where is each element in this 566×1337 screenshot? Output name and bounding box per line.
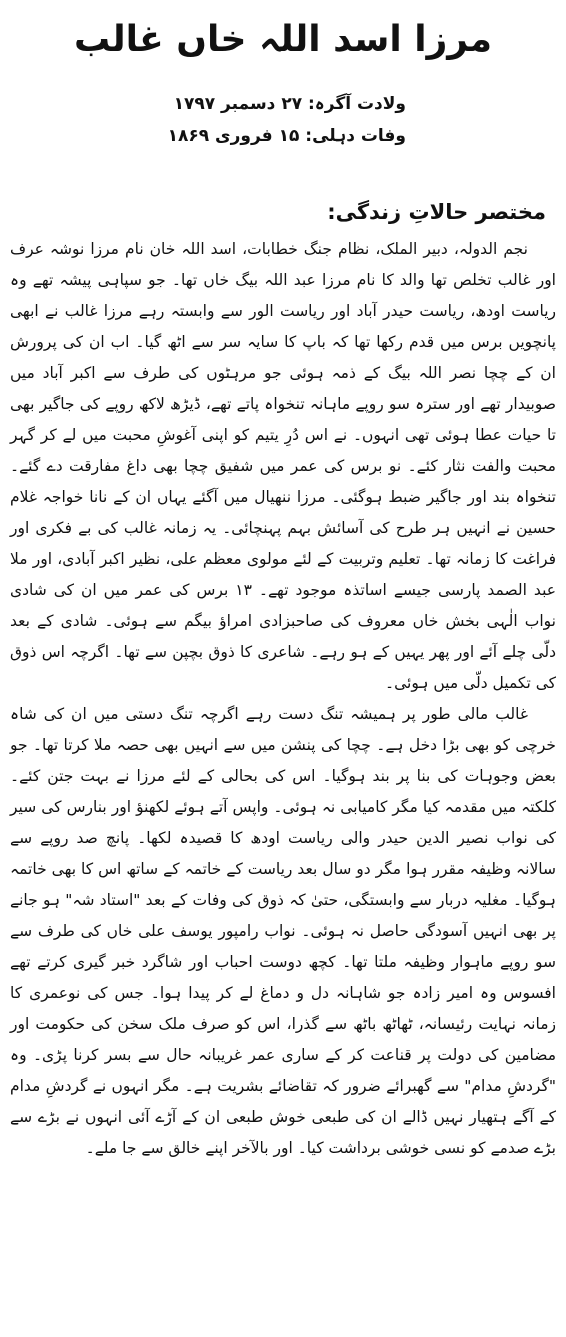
paragraph-later-life: غالب مالی طور پر ہمیشہ تنگ دست رہے اگرچہ تنگ دستی میں ان کی شاہ خرچی کو بھی بڑا دخل ہے۔ چچا کی پنشن میں سے انہیں بھی حصہ ملا کرتا تھا۔ جو بعض وجوہات کی بنا پر بند ہوگیا۔ اس کی بحالی کے لئے مرزا نے بہت جتن کئے۔ کلکتہ میں مقدمہ کیا مگر کامیابی نہ ہوئی۔ واپس آتے ہوئے لکھنؤ اور بنارس کی سیر کی نواب نصیر الدین حیدر والی ریاست اودھ کا قصیدہ لکھا۔ پانچ صد روپے سے سالانہ وظیفہ مقرر ہوا مگر دو سال بعد ریاست کے خاتمہ کے ساتھ اس کا بھی خاتمہ ہوگیا۔ مغلیہ دربار سے وابستگی، حتیٰ کہ ذوق کی وفات کے بعد "استاد شہ" ہو جانے پر بھی انہیں آسودگی حاصل نہ ہوئی۔ نواب رامپور یوسف علی خاں کی طرف سے سو روپے ماہوار وظیفہ ملتا تھا۔ کچھ دوست احباب اور شاگرد خبر گیری کرتے تھے افسوس وہ امیر زادہ جو شاہانہ دل و دماغ لے کر پیدا ہوا۔ جس کی نوعمری کا زمانہ نہایت رئیسانہ، ٹھاٹھ باٹھ سے گذرا، اس کو صرف ملک سخن کی حکومت اور مضامین کی دولت پر قناعت کر کے ساری عمر غریبانہ حال سے بسر کرنا پڑی۔ وہ "گردشِ مدام" سے گھبرائے ضرور کہ تقاضائے بشریت ہے۔ مگر انہوں نے گردشِ مدام کے آگے ہتھیار نہیں ڈالے ان کی طبعی خوش طبعی ان کے آڑے آئی انہوں نے بڑے سے بڑے صدمے کو نسی خوشی برداشت کیا۔ اور بالآخر اپنے خالق سے جا ملے۔: [10, 705, 556, 1157]
section-heading: مختصر حالاتِ زندگی:: [327, 200, 546, 224]
life-dates: [167, 88, 406, 152]
biography-text: [10, 234, 556, 1164]
paragraph-early-life: نجم الدولہ، دبیر الملک، نظام جنگ خطابات، اسد اللہ خان نام مرزا نوشہ عرف اور غالب تخلص تھا والد کا نام مرزا عبد اللہ بیگ خاں تھا۔ جو سپاہی پیشہ تھے وہ ریاست اودھ، ریاست حیدر آباد اور ریاست الور سے وابستہ رہے مرزا غالب نے ابھی پانچویں برس میں قدم رکھا تھا کہ باپ کا سایہ سر سے اٹھ گیا۔ اب ان کی پرورش ان کے چچا نصر اللہ بیگ کے ذمہ ہوئی جو مرہٹوں کی طرف سے اکبر آباد میں صوبیدار تھے اور سترہ سو روپے ماہانہ تنخواہ پاتے تھے، ڈیڑھ لاکھ روپے کی جاگیر بھی تا حیات عطا ہوئی تھی انہوں۔ نے اس دُرِ یتیم کو اپنی آغوشِ محبت میں لے کر گہر محبت والفت نثار کئے۔ نو برس کی عمر میں شفیق چچا بھی داغ مفارقت دے گئے۔ تنخواہ بند اور جاگیر ضبط ہوگئی۔ مرزا ننھیال میں آگئے یہاں ان کے نانا خواجہ غلام حسین نے انہیں ہر طرح کی آسائش بہم پہنچائی۔ یہ زمانہ غالب کی بے فکری اور فراغت کا زمانہ تھا۔ تعلیم وتربیت کے لئے مولوی معظم علی، نظیر اکبر آبادی، اور ملا عبد الصمد پارسی جیسے اساتذہ موجود تھے۔ ۱۳ برس کی عمر میں ان کی شادی نواب الٰہی بخش خاں معروف کی صاحبزادی امراؤ بیگم سے ہوئی۔ شادی کے بعد دلّی چلے آئے اور پھر یہیں کے ہو رہے۔ شاعری کا ذوق بچپن سے تھا۔ اگرچہ اس ذوق کی تکمیل دلّی میں ہوئی۔: [10, 240, 556, 692]
page-title: مرزا اسد اللہ خاں غالب: [74, 19, 492, 60]
death-line: وفات دہلی: ۱۵ فروری ۱۸۶۹: [167, 126, 406, 146]
birth-line: ولادت آگرہ: ۲۷ دسمبر ۱۷۹۷: [173, 94, 406, 114]
